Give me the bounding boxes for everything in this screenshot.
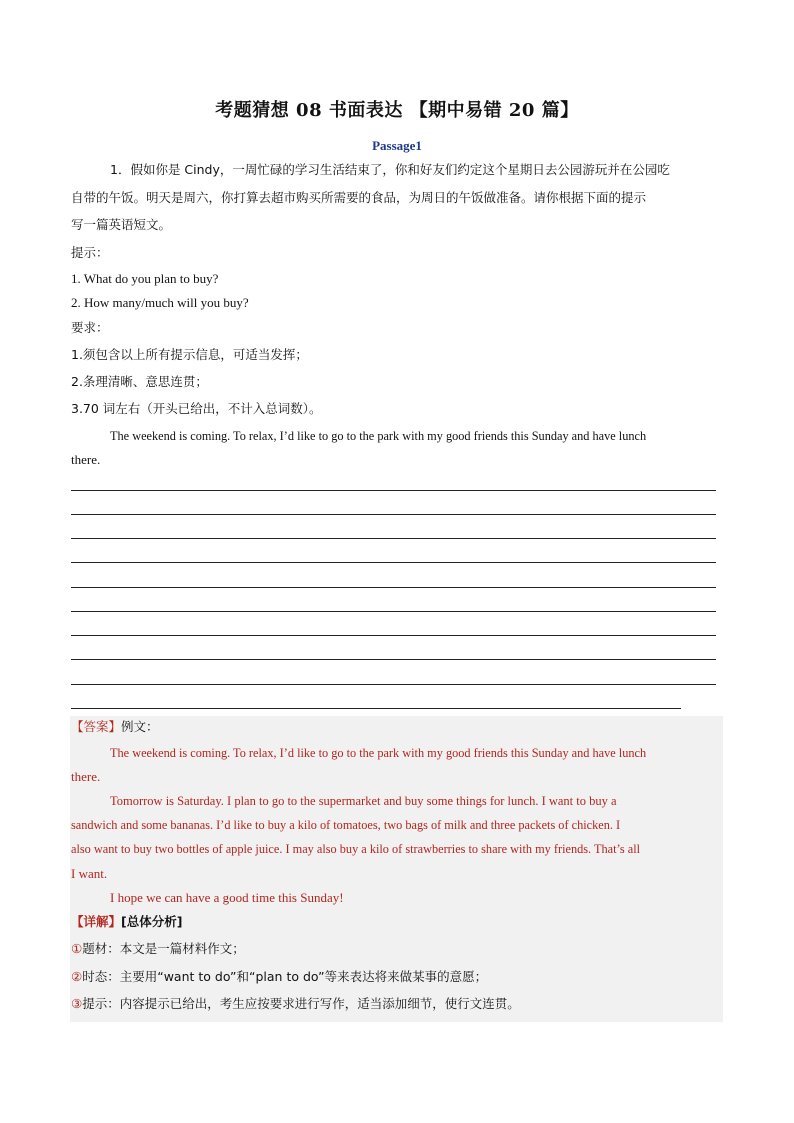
answer-label: 【答案】 bbox=[71, 719, 122, 734]
tip-2: 2. How many/much will you buy? bbox=[71, 295, 249, 310]
writing-line bbox=[71, 587, 716, 588]
tips-label: 提示： bbox=[71, 245, 109, 260]
writing-line bbox=[71, 562, 716, 563]
page-title: 考题猜想 08 书面表达 【期中易错 20 篇】 bbox=[215, 100, 579, 121]
detail-item-1 bbox=[71, 937, 721, 961]
answer-label-suffix: 例文： bbox=[121, 719, 159, 734]
requirement-1: 1.须包含以上所有提示信息，可适当发挥； bbox=[71, 347, 308, 362]
detail-1-text: 题材：本文是一篇材料作文； bbox=[82, 941, 245, 956]
requirement-3: 3.70 词左右（开头已给出，不计入总词数）。 bbox=[71, 401, 322, 416]
writing-line bbox=[71, 684, 716, 685]
detail-heading bbox=[71, 910, 721, 934]
detail-3-number: ③ bbox=[71, 996, 83, 1011]
opening-line-1: The weekend is coming. To relax, I’d like to go to the park with my good friends this Sunday and have lunch bbox=[110, 429, 647, 443]
writing-line bbox=[71, 538, 716, 539]
detail-label: 【详解】 bbox=[71, 914, 122, 929]
answer-p1-line-1: The weekend is coming. To relax, I’d like to go to the park with my good friends this Sunday and have lunch bbox=[110, 746, 647, 760]
answer-p3-line-1: I hope we can have a good time this Sunday! bbox=[110, 890, 344, 905]
detail-1-number: ① bbox=[71, 941, 83, 956]
requirements-label: 要求： bbox=[71, 320, 109, 335]
answer-p2-line-4: I want. bbox=[71, 866, 108, 881]
tip-1: 1. What do you plan to buy? bbox=[71, 271, 219, 286]
answer-p1-line-2: there. bbox=[71, 769, 101, 784]
answer-p2-line-2: sandwich and some bananas. I’d like to buy a kilo of tomatoes, two bags of milk and three packets of chicken. I bbox=[71, 818, 621, 832]
writing-line bbox=[71, 635, 716, 636]
writing-line bbox=[71, 659, 716, 660]
writing-line bbox=[71, 490, 716, 491]
passage-label: Passage1 bbox=[372, 138, 422, 153]
answer-p2-line-3: also want to buy two bottles of apple juice. I may also buy a kilo of strawberries to share with my friends. That’s all bbox=[71, 842, 641, 856]
requirement-2: 2.条理清晰、意思连贯； bbox=[71, 374, 208, 389]
detail-item-3 bbox=[71, 992, 721, 1016]
detail-2-number: ② bbox=[71, 969, 83, 984]
writing-line bbox=[71, 708, 681, 709]
detail-item-2 bbox=[71, 965, 721, 989]
detail-2-text: 时态：主要用“want to do”和“plan to do”等来表达将来做某事的意愿； bbox=[82, 969, 488, 984]
answer-heading bbox=[71, 715, 721, 739]
writing-line bbox=[71, 611, 716, 612]
writing-line bbox=[71, 514, 716, 515]
detail-3-text: 提示：内容提示已给出，考生应按要求进行写作，适当添加细节，使行文连贯。 bbox=[82, 996, 520, 1011]
detail-label-suffix: [总体分析] bbox=[121, 914, 183, 929]
answer-p2-line-1: Tomorrow is Saturday. I plan to go to the supermarket and buy some things for lunch. I want to buy a bbox=[110, 794, 617, 808]
question-line-3: 写一篇英语短文。 bbox=[71, 217, 172, 232]
question-line-2: 自带的午饭。明天是周六，你打算去超市购买所需要的食品，为周日的午饭做准备。请你根据下面的提示 bbox=[71, 190, 647, 205]
question-line-1: 1．假如你是 Cindy，一周忙碌的学习生活结束了，你和好友们约定这个星期日去公园游玩并在公园吃 bbox=[110, 162, 670, 177]
opening-line-2: there. bbox=[71, 452, 101, 467]
